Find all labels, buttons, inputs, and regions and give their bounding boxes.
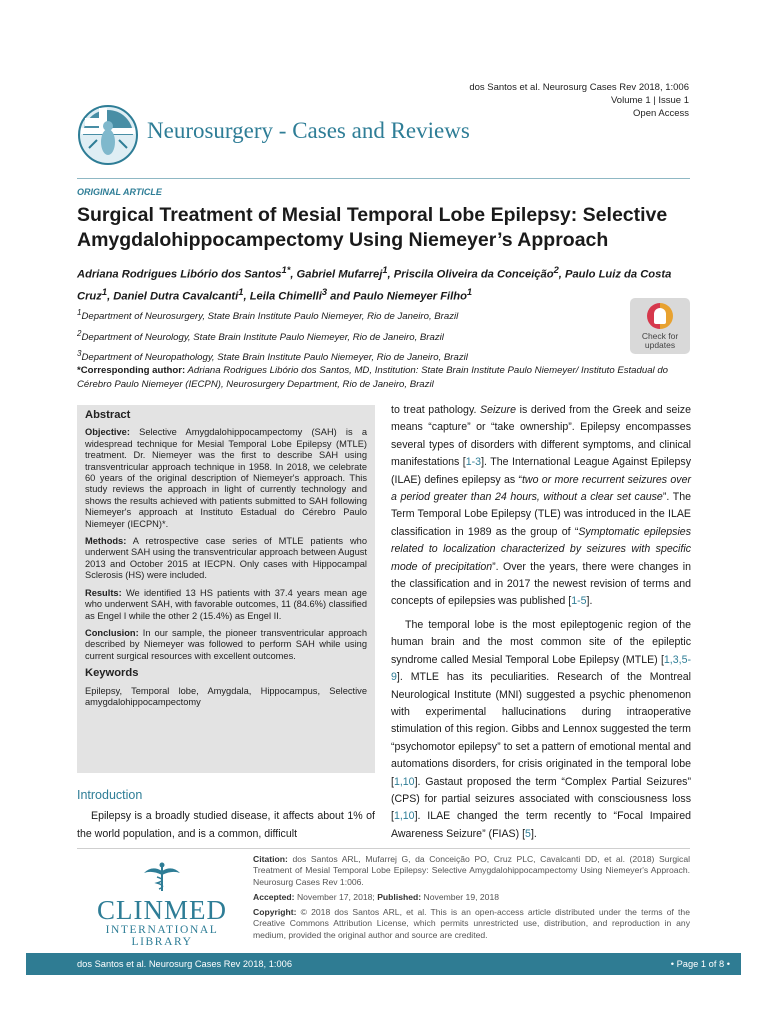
article-title: Surgical Treatment of Mesial Temporal Lobe Epilepsy: Selective Amygdalohippocampectomy Using Niemeyer’s Approach xyxy=(77,204,668,251)
header-citation: dos Santos et al. Neurosurg Cases Rev 2018, 1:006 xyxy=(469,82,689,93)
abstract-heading: Abstract xyxy=(85,409,131,421)
abstract-conclusion: Conclusion: In our sample, the pioneer transventricular approach described by Niemeyer was followed to perform SAH while using current surgical resources with excellent outcomes. xyxy=(85,627,367,661)
author: Paulo Niemeyer Filho xyxy=(353,290,467,303)
author-sup: 1 xyxy=(466,286,473,297)
keywords-text: Epilepsy, Temporal lobe, Amygdala, Hippocampus, Selective amygdalohippocampectomy xyxy=(85,685,367,707)
journal-logo-icon xyxy=(77,104,139,166)
author-list: Adriana Rodrigues Libório dos Santos$^{1*}$, Gabriel Mufarrej$^1$, Priscila Oliveira da Conceição$^2$, Paulo Luiz da Costa Cruz$^1$, Daniel Dutra Cavalcanti$^1$, Leila Chimelli$^3$ and Paulo Niemeyer Filho$^1$ xyxy=(77,265,672,303)
check-for-updates-button[interactable] xyxy=(630,298,690,354)
caduceus-icon xyxy=(142,861,182,891)
author: Gabriel Mufarrej xyxy=(296,268,383,281)
reference-link[interactable]: 1,10 xyxy=(393,775,415,788)
footer-bar xyxy=(26,953,741,975)
introduction-text: Epilepsy is a broadly studied disease, it affects about 1% of the world population, and is a common, difficult xyxy=(77,810,375,840)
reference-link[interactable]: 1-5 xyxy=(571,595,587,608)
dates: Accepted: November 17, 2018; Published: November 19, 2018 xyxy=(253,891,500,902)
author-sup: 1 xyxy=(238,286,244,297)
author-sup: 2 xyxy=(553,265,559,275)
header-access: Open Access xyxy=(633,108,689,119)
reference-link[interactable]: 1-3 xyxy=(465,456,482,469)
corresponding-author xyxy=(77,364,697,392)
copyright: Copyright: © 2018 dos Santos ARL, et al. This is an open-access article distributed under the terms of the Creative Commons Attribution License, which permits unrestricted use, distribution, and reproduction in any medium, provided the original author and source are credited. xyxy=(253,907,690,940)
article-type: ORIGINAL ARTICLE xyxy=(77,187,162,197)
affiliation-list xyxy=(77,305,468,367)
bookmark-icon xyxy=(647,303,673,329)
abstract-results: Results: We identified 13 HS patients with 37.4 years mean age who underwent SAH, with favorable outcomes, 11 (84.6%) classified as Engel I while the other 2 (15.4%) as Engel II. xyxy=(85,587,368,621)
author-sup: 3 xyxy=(321,286,328,297)
abstract-objective: Objective: Selective Amygdalohippocampectomy (SAH) is a widespread technique for Mesial Temporal Lobe Epilepsy (MTLE) treatment. Dr. Niemeyer was the first to describe SAH using transventricular approach technique in 1958. In 2018, we celebrate 60 years of the original description of Niemeyer's approach. This study reviews the approach in light of currently technology and shows the results achieved with patients submitted to SAH following Niemeyer's approach at Instituto Estadual do Cérebro Paulo Niemeyer (IECPN)*. xyxy=(85,427,367,529)
author: Paulo Luiz da Costa Cruz xyxy=(77,268,672,303)
author: Leila Chimelli xyxy=(249,290,322,303)
check-updates-label: Check for updates xyxy=(641,331,679,350)
publisher-name: CLINMED xyxy=(97,895,227,925)
reference-link[interactable]: 5 xyxy=(525,827,531,840)
header-rule xyxy=(77,178,690,179)
author: Daniel Dutra Cavalcanti xyxy=(113,290,239,303)
reference-link[interactable]: 1,3,5-9 xyxy=(391,653,691,684)
introduction-heading: Introduction xyxy=(77,788,143,802)
author: Priscila Oliveira da Conceição xyxy=(393,268,554,281)
page-indicator: • Page 1 of 8 • xyxy=(670,959,730,969)
author-sup: 1 xyxy=(382,265,388,275)
keywords-heading: Keywords xyxy=(85,667,139,680)
abstract-box xyxy=(77,405,375,773)
affiliation: $^2$Department of Neurology, State Brain Institute Paulo Niemeyer, Rio de Janeiro, Brazil xyxy=(77,328,444,343)
body-text-right xyxy=(391,402,691,849)
citation-area xyxy=(77,848,690,946)
affiliation: $^1$Department of Neurosurgery, State Brain Institute Paulo Niemeyer, Rio de Janeiro, Brazil xyxy=(77,308,459,323)
header-volume: Volume 1 | Issue 1 xyxy=(611,95,689,106)
publisher-library: INTERNATIONAL LIBRARY xyxy=(105,924,219,948)
citation-text xyxy=(253,854,690,945)
corresponding-label: *Corresponding author: xyxy=(77,365,186,376)
header-meta xyxy=(469,81,689,120)
journal-title: Neurosurgery - Cases and Reviews xyxy=(147,118,470,143)
footer-citation: dos Santos et al. Neurosurg Cases Rev 2018, 1:006 xyxy=(77,959,292,969)
publisher-logo xyxy=(77,861,247,948)
paragraph: The temporal lobe is the most epileptogenic region of the human brain and the most common site of the epileptic syndrome called Mesial Temporal Lobe Epilepsy (MTLE) [1,3,5-9]. MTLE has its peculiarities. Research of the Montreal Neurological Institute (MNI) suggested a psychic phenomenon with experimental hallucinations during intraoperative stimulation of this region. Gibbs and Lennox suggested the term “psychomotor epilepsy” to set a pattern of emotional mental and automations disorders, for crisis originated in the temporal lobe [1,10]. Gastaut proposed the term “Complex Partial Seizures” (CPS) for partial seizures associated with consciousness loss [1,10]. ILAE changed the term recently to “Focal Impaired Awareness Seizure” (FIAS) [5]. xyxy=(391,618,691,840)
paragraph: to treat pathology. Seizure is derived from the Greek and seize means “capture” or “take ownership”. Epilepsy encompasses several types of disorders with different symptoms, and clinical manifestations [1-3]. The International League Against Epilepsy (ILAE) defines epilepsy as “two or more recurrent seizures over a period greater than 24 hours, without a clear set cause”. The Term Temporal Lobe Epilepsy (TLE) was introduced in the ILAE classification in 1989 as the group of “Symptomatic epilepsies related to localization characterized by seizures with specific mode of precipitation”. Over the years, there were changes in the classification and in 2017 the newest revision of terms and concepts of epilepsies was published [1-5]. xyxy=(391,404,691,608)
author-sup: 1* xyxy=(281,265,291,275)
corresponding-text: Adriana Rodrigues Libório dos Santos, MD, Institution: State Brain Institute Paulo Niemeyer/ Instituto Estadual do Cérebro Paulo Niemeyer (IECPN), Neurosurgery Department, Rio de Janeiro, Brazil xyxy=(77,365,668,390)
affiliation: $^3$Department of Neuropathology, State Brain Institute Paulo Niemeyer, Rio de Janeiro, Brazil xyxy=(77,349,468,364)
reference-link[interactable]: 1,10 xyxy=(393,810,415,823)
author-sup: 1 xyxy=(101,286,108,297)
abstract-methods: Methods: A retrospective case series of MTLE patients who underwent SAH using the transventricular approach between August 2013 and October 2015 at IECPN. Only cases with Hippocampal Sclerosis (HS) were included. xyxy=(85,536,367,581)
citation: Citation: dos Santos ARL, Mufarrej G, da Conceição PO, Cruz PLC, Cavalcanti DD, et al. (2018) Surgical Treatment of Mesial Temporal Lobe Epilepsy: Selective Amygdalohippocampectomy Using Niemeyer's Approach. Neurosurg Cases Rev 1:006. xyxy=(253,854,691,887)
author: Adriana Rodrigues Libório dos Santos xyxy=(77,268,282,281)
